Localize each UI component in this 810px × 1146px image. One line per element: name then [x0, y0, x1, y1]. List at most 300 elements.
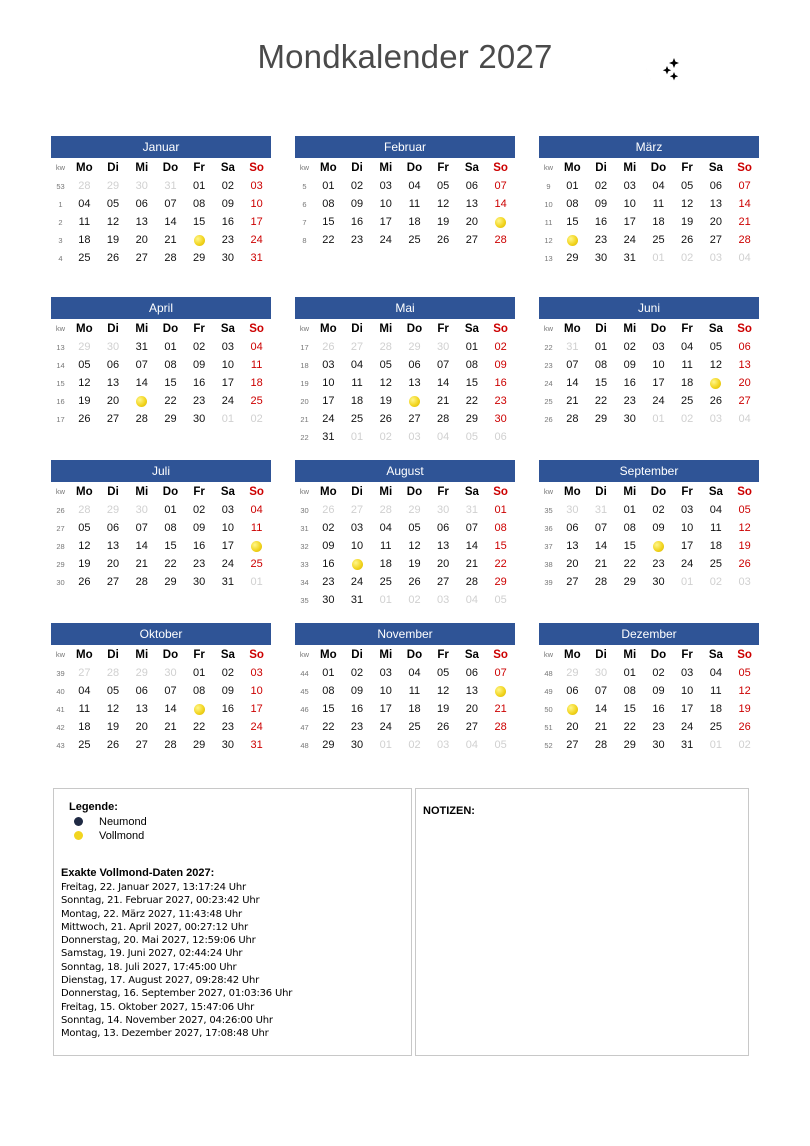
day-cell: 21 — [465, 558, 478, 570]
day-cell-outside: 30 — [594, 667, 608, 679]
day-cell-outside: 01 — [221, 413, 234, 425]
day-cell: 01 — [193, 180, 206, 192]
day-cell-full-moon — [343, 555, 372, 573]
week-row — [295, 410, 515, 428]
day-cell-outside: 04 — [465, 739, 478, 751]
week-number: 19 — [300, 378, 309, 388]
day-cell-outside: 03 — [709, 252, 722, 264]
day-cell-outside: 03 — [437, 594, 450, 606]
day-cell: 09 — [652, 685, 665, 697]
week-number: 30 — [300, 505, 309, 515]
day-cell-outside: 30 — [437, 341, 450, 353]
full-moon-date: Samstag, 19. Juni 2027, 02:44:24 Uhr — [61, 948, 243, 960]
day-cell: 15 — [164, 377, 177, 389]
day-cell: 16 — [350, 216, 364, 228]
week-row — [51, 410, 271, 428]
day-cell: 09 — [221, 685, 234, 697]
day-cell: 21 — [594, 721, 608, 733]
weekday-header: Fr — [193, 322, 205, 335]
day-cell: 30 — [221, 739, 234, 751]
day-cell-sunday: 16 — [494, 377, 507, 389]
day-cell: 10 — [350, 540, 364, 552]
day-cell: 23 — [594, 234, 608, 246]
day-cell: 05 — [78, 359, 91, 371]
day-cell: 10 — [322, 377, 335, 389]
week-row — [51, 177, 271, 195]
week-number: 15 — [56, 378, 65, 388]
weekday-header: Fr — [681, 485, 693, 498]
day-cell-sunday: 12 — [738, 522, 751, 534]
day-cell: 30 — [193, 413, 206, 425]
day-cell: 13 — [465, 198, 478, 210]
week-number: 12 — [544, 235, 553, 245]
day-cell: 04 — [78, 685, 91, 697]
week-row — [295, 573, 515, 591]
week-row — [539, 177, 759, 195]
day-cell: 14 — [594, 540, 608, 552]
day-cell-outside: 03 — [709, 413, 722, 425]
day-cell: 01 — [193, 667, 206, 679]
day-cell: 22 — [164, 558, 177, 570]
weekday-header: So — [737, 485, 752, 498]
day-cell-sunday: 31 — [250, 739, 263, 751]
weekday-header: Sa — [220, 485, 235, 498]
day-cell: 27 — [566, 739, 579, 751]
day-cell-sunday: 28 — [494, 721, 507, 733]
weekday-header: So — [249, 322, 264, 335]
day-cell: 29 — [322, 739, 335, 751]
day-cell: 27 — [408, 413, 421, 425]
day-cell-full-moon — [644, 537, 673, 555]
weekday-header: Sa — [220, 648, 235, 661]
week-number: 44 — [300, 668, 309, 678]
day-cell: 07 — [437, 359, 450, 371]
weekday-header: Di — [595, 648, 607, 661]
full-moon-icon — [352, 559, 363, 570]
week-number: 48 — [544, 668, 553, 678]
weekday-header: Di — [351, 322, 363, 335]
day-cell: 18 — [379, 558, 392, 570]
day-cell-sunday: 14 — [494, 198, 507, 210]
day-cell: 05 — [379, 359, 392, 371]
day-cell-sunday: 24 — [250, 234, 263, 246]
day-cell: 02 — [221, 180, 234, 192]
week-number: 28 — [56, 541, 65, 551]
day-cell-sunday: 27 — [738, 395, 751, 407]
week-row — [539, 718, 759, 736]
week-row — [51, 519, 271, 537]
day-cell: 11 — [408, 198, 421, 210]
notes-panel[interactable] — [415, 788, 749, 1056]
day-cell: 25 — [408, 721, 421, 733]
day-cell-sunday: 09 — [494, 359, 507, 371]
day-cell: 29 — [594, 413, 608, 425]
week-number: 39 — [56, 668, 65, 678]
week-number: 17 — [300, 342, 309, 352]
week-number-header: kw — [299, 487, 310, 496]
day-cell-outside: 30 — [164, 667, 177, 679]
month-1 — [295, 136, 515, 249]
month-6 — [51, 460, 271, 591]
week-number: 26 — [56, 505, 65, 515]
week-number: 9 — [546, 181, 551, 191]
day-cell: 28 — [135, 413, 148, 425]
weekday-header: Mi — [135, 648, 149, 661]
week-number-header: kw — [55, 324, 66, 333]
full-moon-date: Sonntag, 21. Februar 2027, 00:23:42 Uhr — [61, 895, 260, 907]
day-cell: 02 — [193, 504, 206, 516]
week-row — [295, 213, 515, 231]
day-cell: 14 — [594, 703, 608, 715]
day-cell: 08 — [164, 359, 177, 371]
day-cell: 12 — [709, 359, 722, 371]
day-cell: 16 — [652, 703, 665, 715]
weekday-header: Do — [162, 648, 179, 661]
weekday-header: Fr — [437, 322, 449, 335]
day-cell: 12 — [106, 216, 120, 228]
day-cell: 16 — [193, 540, 206, 552]
day-cell-sunday: 05 — [738, 667, 751, 679]
day-cell: 13 — [106, 377, 120, 389]
week-number: 6 — [302, 199, 307, 209]
week-row — [51, 356, 271, 374]
day-cell-outside: 31 — [164, 180, 177, 192]
week-row — [539, 519, 759, 537]
month-10 — [295, 623, 515, 754]
day-cell: 09 — [652, 522, 665, 534]
full-moon-date: Freitag, 22. Januar 2027, 13:17:24 Uhr — [61, 882, 246, 893]
day-cell: 05 — [681, 180, 694, 192]
month-header: April — [51, 297, 271, 319]
week-row — [539, 736, 759, 754]
day-cell: 22 — [465, 395, 478, 407]
day-cell: 30 — [594, 252, 608, 264]
weekday-header: Sa — [708, 161, 723, 174]
day-cell-sunday: 10 — [250, 198, 263, 210]
week-number: 8 — [302, 235, 307, 245]
week-row — [295, 374, 515, 392]
day-cell-outside: 29 — [106, 504, 120, 516]
day-cell: 15 — [322, 216, 335, 228]
day-cell-outside: 29 — [566, 667, 579, 679]
day-cell-sunday: 28 — [494, 234, 507, 246]
day-cell: 12 — [408, 540, 421, 552]
day-cell-outside: 03 — [437, 739, 450, 751]
day-cell: 17 — [221, 540, 234, 552]
full-moon-icon — [495, 217, 506, 228]
day-cell: 09 — [350, 685, 364, 697]
day-cell: 08 — [465, 359, 478, 371]
week-row — [295, 195, 515, 213]
day-cell: 15 — [322, 703, 335, 715]
day-cell: 26 — [106, 739, 120, 751]
day-cell: 17 — [652, 377, 665, 389]
day-cell: 25 — [78, 252, 91, 264]
day-cell-outside: 05 — [465, 431, 478, 443]
week-number: 49 — [544, 686, 553, 696]
full-moon-icon — [136, 396, 147, 407]
month-grid — [539, 482, 759, 591]
week-number: 53 — [56, 181, 65, 191]
week-row — [539, 573, 759, 591]
day-cell: 19 — [681, 216, 694, 228]
day-cell: 16 — [623, 377, 636, 389]
legend-title: Legende: — [69, 801, 118, 813]
day-cell-sunday: 03 — [250, 667, 263, 679]
week-number: 14 — [56, 360, 65, 370]
full-moon-icon — [251, 541, 262, 552]
weekday-header: Mo — [320, 485, 337, 498]
day-cell-sunday: 30 — [494, 413, 507, 425]
week-number: 13 — [544, 253, 553, 263]
day-cell: 17 — [379, 703, 392, 715]
week-row — [295, 356, 515, 374]
weekday-header: Mi — [379, 322, 393, 335]
month-header: März — [539, 136, 759, 158]
week-row — [51, 664, 271, 682]
day-cell-outside: 02 — [408, 594, 421, 606]
day-cell-outside: 03 — [408, 431, 421, 443]
week-number: 21 — [300, 414, 309, 424]
day-cell: 02 — [594, 180, 608, 192]
day-cell: 04 — [379, 522, 392, 534]
weekday-header: Do — [162, 161, 179, 174]
month-grid — [51, 158, 271, 267]
week-row — [539, 356, 759, 374]
day-cell: 07 — [135, 359, 148, 371]
day-cell: 29 — [465, 413, 478, 425]
day-cell: 24 — [652, 395, 665, 407]
day-cell: 18 — [78, 234, 91, 246]
week-number: 45 — [300, 686, 309, 696]
week-number-header: kw — [543, 650, 554, 659]
day-cell-sunday: 11 — [250, 359, 263, 371]
day-cell-outside: 01 — [379, 594, 392, 606]
week-number: 35 — [300, 595, 309, 605]
weekday-header: Mi — [135, 485, 149, 498]
day-cell: 24 — [350, 576, 364, 588]
day-cell: 12 — [78, 540, 91, 552]
day-cell: 10 — [221, 359, 234, 371]
day-cell: 24 — [379, 234, 392, 246]
weekday-header: Fr — [681, 322, 693, 335]
day-cell-sunday: 25 — [250, 558, 263, 570]
week-number: 31 — [300, 523, 309, 533]
weekday-header-row — [51, 482, 271, 501]
weekday-header: So — [249, 161, 264, 174]
full-moon-dates-title: Exakte Vollmond-Daten 2027: — [61, 867, 215, 879]
week-row — [539, 392, 759, 410]
weekday-header: So — [493, 322, 508, 335]
full-moon-icon — [710, 378, 721, 389]
week-row — [539, 537, 759, 555]
week-number: 24 — [544, 378, 553, 388]
day-cell: 28 — [135, 576, 148, 588]
day-cell: 30 — [623, 413, 636, 425]
week-row — [539, 410, 759, 428]
day-cell-full-moon — [486, 213, 515, 231]
weekday-header: Sa — [708, 648, 723, 661]
day-cell-outside: 05 — [494, 594, 507, 606]
day-cell: 26 — [78, 576, 91, 588]
week-number-header: kw — [55, 650, 66, 659]
day-cell: 07 — [594, 685, 608, 697]
weekday-header: Do — [650, 161, 667, 174]
full-moon-icon — [409, 396, 420, 407]
day-cell: 01 — [465, 341, 478, 353]
day-cell-sunday: 19 — [738, 540, 751, 552]
day-cell: 14 — [164, 216, 177, 228]
day-cell: 31 — [623, 252, 636, 264]
day-cell: 14 — [164, 703, 177, 715]
day-cell: 19 — [379, 395, 392, 407]
day-cell: 09 — [350, 198, 364, 210]
day-cell: 25 — [709, 558, 722, 570]
day-cell: 17 — [379, 216, 392, 228]
week-number: 50 — [544, 704, 553, 714]
day-cell: 22 — [322, 234, 335, 246]
weekday-header: Do — [406, 322, 423, 335]
day-cell-outside: 30 — [106, 341, 120, 353]
day-cell: 09 — [193, 522, 206, 534]
month-grid — [539, 158, 759, 267]
weekday-header: So — [737, 322, 752, 335]
day-cell: 23 — [193, 558, 206, 570]
weekday-header: Sa — [708, 322, 723, 335]
day-cell: 18 — [709, 703, 722, 715]
weekday-header: So — [737, 648, 752, 661]
day-cell: 15 — [193, 216, 206, 228]
weekday-header: So — [493, 648, 508, 661]
day-cell-outside: 02 — [738, 739, 751, 751]
day-cell: 14 — [437, 377, 450, 389]
week-row — [539, 501, 759, 519]
month-grid — [539, 319, 759, 428]
legend-item-new-moon — [74, 816, 147, 828]
weekday-header: Di — [595, 485, 607, 498]
day-cell: 21 — [594, 558, 608, 570]
week-row — [539, 213, 759, 231]
day-cell: 06 — [566, 685, 579, 697]
day-cell-sunday: 12 — [738, 685, 751, 697]
day-cell-outside: 29 — [135, 667, 148, 679]
day-cell-outside: 02 — [681, 413, 694, 425]
weekday-header: So — [249, 485, 264, 498]
day-cell: 04 — [709, 504, 722, 516]
day-cell: 02 — [652, 504, 665, 516]
day-cell-sunday: 04 — [250, 504, 263, 516]
day-cell: 22 — [623, 721, 636, 733]
week-row — [295, 718, 515, 736]
day-cell: 12 — [379, 377, 392, 389]
weekday-header-row — [295, 319, 515, 338]
day-cell: 09 — [221, 198, 234, 210]
week-row — [51, 374, 271, 392]
day-cell: 16 — [350, 703, 364, 715]
week-number: 17 — [56, 414, 65, 424]
day-cell: 17 — [623, 216, 636, 228]
day-cell-sunday: 19 — [738, 703, 751, 715]
day-cell: 30 — [652, 576, 665, 588]
weekday-header: Fr — [193, 161, 205, 174]
day-cell: 26 — [437, 721, 450, 733]
day-cell: 23 — [193, 395, 206, 407]
full-moon-icon — [567, 235, 578, 246]
day-cell: 31 — [350, 594, 364, 606]
day-cell: 30 — [322, 594, 335, 606]
month-5 — [539, 297, 759, 428]
weekday-header: Sa — [464, 322, 479, 335]
day-cell: 23 — [652, 558, 665, 570]
weekday-header: So — [737, 161, 752, 174]
day-cell-sunday: 01 — [494, 504, 507, 516]
weekday-header: Do — [406, 161, 423, 174]
day-cell: 27 — [135, 739, 148, 751]
day-cell: 25 — [709, 721, 722, 733]
month-grid — [51, 319, 271, 428]
day-cell-outside: 30 — [135, 180, 148, 192]
day-cell: 23 — [350, 234, 364, 246]
day-cell-outside: 28 — [379, 504, 392, 516]
full-moon-date: Mittwoch, 21. April 2027, 00:27:12 Uhr — [61, 921, 248, 933]
weekday-header: Mi — [379, 648, 393, 661]
day-cell-sunday: 03 — [250, 180, 263, 192]
day-cell: 25 — [350, 413, 364, 425]
day-cell: 10 — [379, 685, 392, 697]
day-cell: 11 — [408, 685, 421, 697]
week-number: 2 — [58, 217, 63, 227]
day-cell: 23 — [652, 721, 665, 733]
month-header: Januar — [51, 136, 271, 158]
day-cell: 17 — [681, 703, 694, 715]
day-cell-outside: 29 — [78, 341, 91, 353]
day-cell: 12 — [681, 198, 694, 210]
day-cell: 03 — [221, 504, 234, 516]
day-cell: 27 — [135, 252, 148, 264]
week-number: 40 — [56, 686, 65, 696]
month-3 — [51, 297, 271, 428]
full-moon-icon — [653, 541, 664, 552]
day-cell: 21 — [164, 721, 177, 733]
weekday-header: Di — [595, 161, 607, 174]
day-cell: 01 — [594, 341, 608, 353]
month-header: Dezember — [539, 623, 759, 645]
day-cell: 18 — [681, 377, 694, 389]
day-cell: 02 — [221, 667, 234, 679]
day-cell: 05 — [709, 341, 722, 353]
full-moon-date: Montag, 22. März 2027, 11:43:48 Uhr — [61, 908, 242, 920]
day-cell: 14 — [135, 377, 148, 389]
day-cell: 08 — [322, 685, 335, 697]
legend-label: Vollmond — [99, 830, 145, 842]
week-row — [295, 231, 515, 249]
weekday-header: Mi — [379, 161, 393, 174]
day-cell: 28 — [594, 576, 608, 588]
day-cell: 20 — [106, 395, 120, 407]
week-row — [51, 700, 271, 718]
day-cell: 09 — [594, 198, 608, 210]
weekday-header: Mi — [135, 161, 149, 174]
weekday-header: Do — [406, 648, 423, 661]
week-number: 30 — [56, 577, 65, 587]
day-cell-sunday: 07 — [494, 180, 507, 192]
day-cell: 28 — [164, 739, 177, 751]
day-cell-outside: 04 — [738, 413, 751, 425]
weekday-header: Mi — [623, 485, 637, 498]
day-cell: 22 — [164, 395, 177, 407]
weekday-header-row — [539, 158, 759, 177]
legend-panel — [53, 788, 412, 1056]
